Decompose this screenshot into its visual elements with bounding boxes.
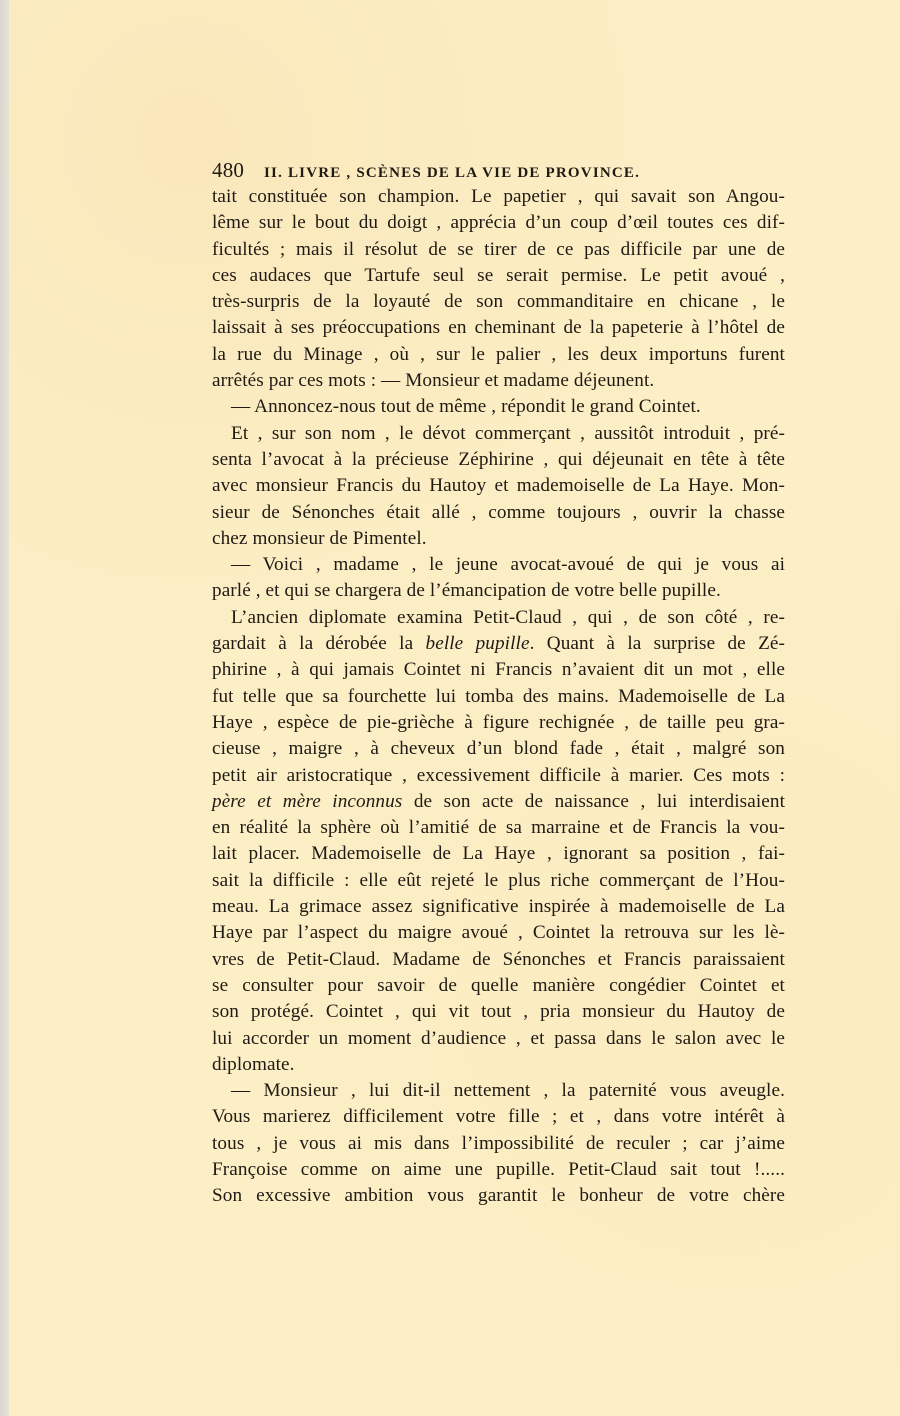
- book-page: [9, 0, 900, 1416]
- text-line: — Annoncez-nous tout de même , répondit le grand Cointet.: [231, 396, 701, 418]
- text-line: Haye , espèce de pie-grièche à figure rechignée , de taille peu gra-: [212, 711, 785, 733]
- text-segment: . Quant à la surprise de Zé-: [529, 633, 785, 655]
- scan-edge: [0, 0, 9, 1416]
- text-line: se consulter pour savoir de quelle manière congédier Cointet et: [212, 974, 785, 996]
- text-line: Son excessive ambition vous garantit le bonheur de votre chère: [212, 1185, 785, 1207]
- text-line: son protégé. Cointet , qui vit tout , pria monsieur du Hautoy de: [212, 1001, 785, 1023]
- text-line: parlé , et qui se chargera de l’émancipation de votre belle pupille.: [212, 580, 721, 602]
- text-line: cieuse , maigre , à cheveux d’un blond fade , était , malgré son: [212, 738, 785, 760]
- page-number: 480: [212, 158, 245, 182]
- text-block: [212, 158, 785, 1210]
- text-line: Et , sur son nom , le dévot commerçant , aussitôt introduit , pré-: [231, 422, 785, 444]
- text-line: phirine , à qui jamais Cointet ni Francis n’avaient dit un mot , elle: [212, 659, 785, 681]
- text-line: Vous marierez difficilement votre fille ; et , dans votre intérêt à: [212, 1106, 785, 1128]
- text-line: Françoise comme on aime une pupille. Petit-Claud sait tout !.....: [212, 1158, 785, 1180]
- running-title: II. LIVRE , SCÈNES DE LA VIE DE PROVINCE.: [264, 165, 641, 181]
- text-line: petit air aristocratique , excessivement difficile à marier. Ces mots :: [212, 764, 785, 786]
- text-line: senta l’avocat à la précieuse Zéphirine , qui déjeunait en tête à tête: [212, 448, 785, 470]
- text-line: sieur de Sénonches était allé , comme toujours , ouvrir la chasse: [212, 501, 785, 523]
- text-line: lême sur le bout du doigt , apprécia d’un coup d’œil toutes ces dif-: [212, 212, 785, 234]
- text-line: très-surpris de la loyauté de son commanditaire en chicane , le: [212, 291, 785, 313]
- text-line: sait la difficile : elle eût rejeté le plus riche commerçant de l’Hou-: [212, 869, 785, 891]
- text-line: chez monsieur de Pimentel.: [212, 527, 427, 549]
- text-line: tous , je vous ai mis dans l’impossibilité de reculer ; car j’aime: [212, 1132, 785, 1154]
- body-text: [212, 184, 785, 1210]
- text-line: ces audaces que Tartufe seul se serait permise. Le petit avoué ,: [212, 264, 785, 286]
- text-line: lui accorder un moment d’audience , et passa dans le salon avec le: [212, 1027, 785, 1049]
- text-line: fut telle que sa fourchette lui tomba des mains. Mademoiselle de La: [212, 685, 785, 707]
- text-line: — Monsieur , lui dit-il nettement , la paternité vous aveugle.: [231, 1080, 785, 1102]
- text-segment: de son acte de naissance , lui interdisaient: [402, 790, 785, 812]
- text-line: avec monsieur Francis du Hautoy et mademoiselle de La Haye. Mon-: [212, 475, 785, 497]
- text-line: vres de Petit-Claud. Madame de Sénonches et Francis paraissaient: [212, 948, 785, 970]
- text-line: — Voici , madame , le jeune avocat-avoué de qui je vous ai: [231, 554, 785, 576]
- text-line: [212, 631, 785, 657]
- text-line: ficultés ; mais il résolut de se tirer de ce pas difficile par une de: [212, 238, 785, 260]
- text-line: [212, 789, 785, 815]
- italic-text: belle pupille: [425, 633, 530, 655]
- text-line: la rue du Minage , où , sur le palier , les deux importuns furent: [212, 343, 785, 365]
- italic-text: père et mère inconnus: [212, 790, 403, 812]
- text-line: tait constituée son champion. Le papetier , qui savait son Angou-: [212, 186, 785, 207]
- text-line: diplomate.: [212, 1053, 295, 1075]
- text-line: laissait à ses préoccupations en cheminant de la papeterie à l’hôtel de: [212, 317, 785, 339]
- text-line: en réalité la sphère où l’amitié de sa marraine et de Francis la vou-: [212, 817, 785, 839]
- text-line: Haye par l’aspect du maigre avoué , Cointet la retrouva sur les lè-: [212, 922, 785, 944]
- text-line: lait placer. Mademoiselle de La Haye , ignorant sa position , fai-: [212, 843, 785, 865]
- text-segment: gardait à la dérobée la: [212, 633, 426, 655]
- text-line: arrêtés par ces mots : — Monsieur et madame déjeunent.: [212, 370, 655, 392]
- text-line: L’ancien diplomate examina Petit-Claud , qui , de son côté , re-: [231, 606, 785, 628]
- text-line: meau. La grimace assez significative inspirée à mademoiselle de La: [212, 896, 785, 918]
- running-head: [212, 158, 785, 184]
